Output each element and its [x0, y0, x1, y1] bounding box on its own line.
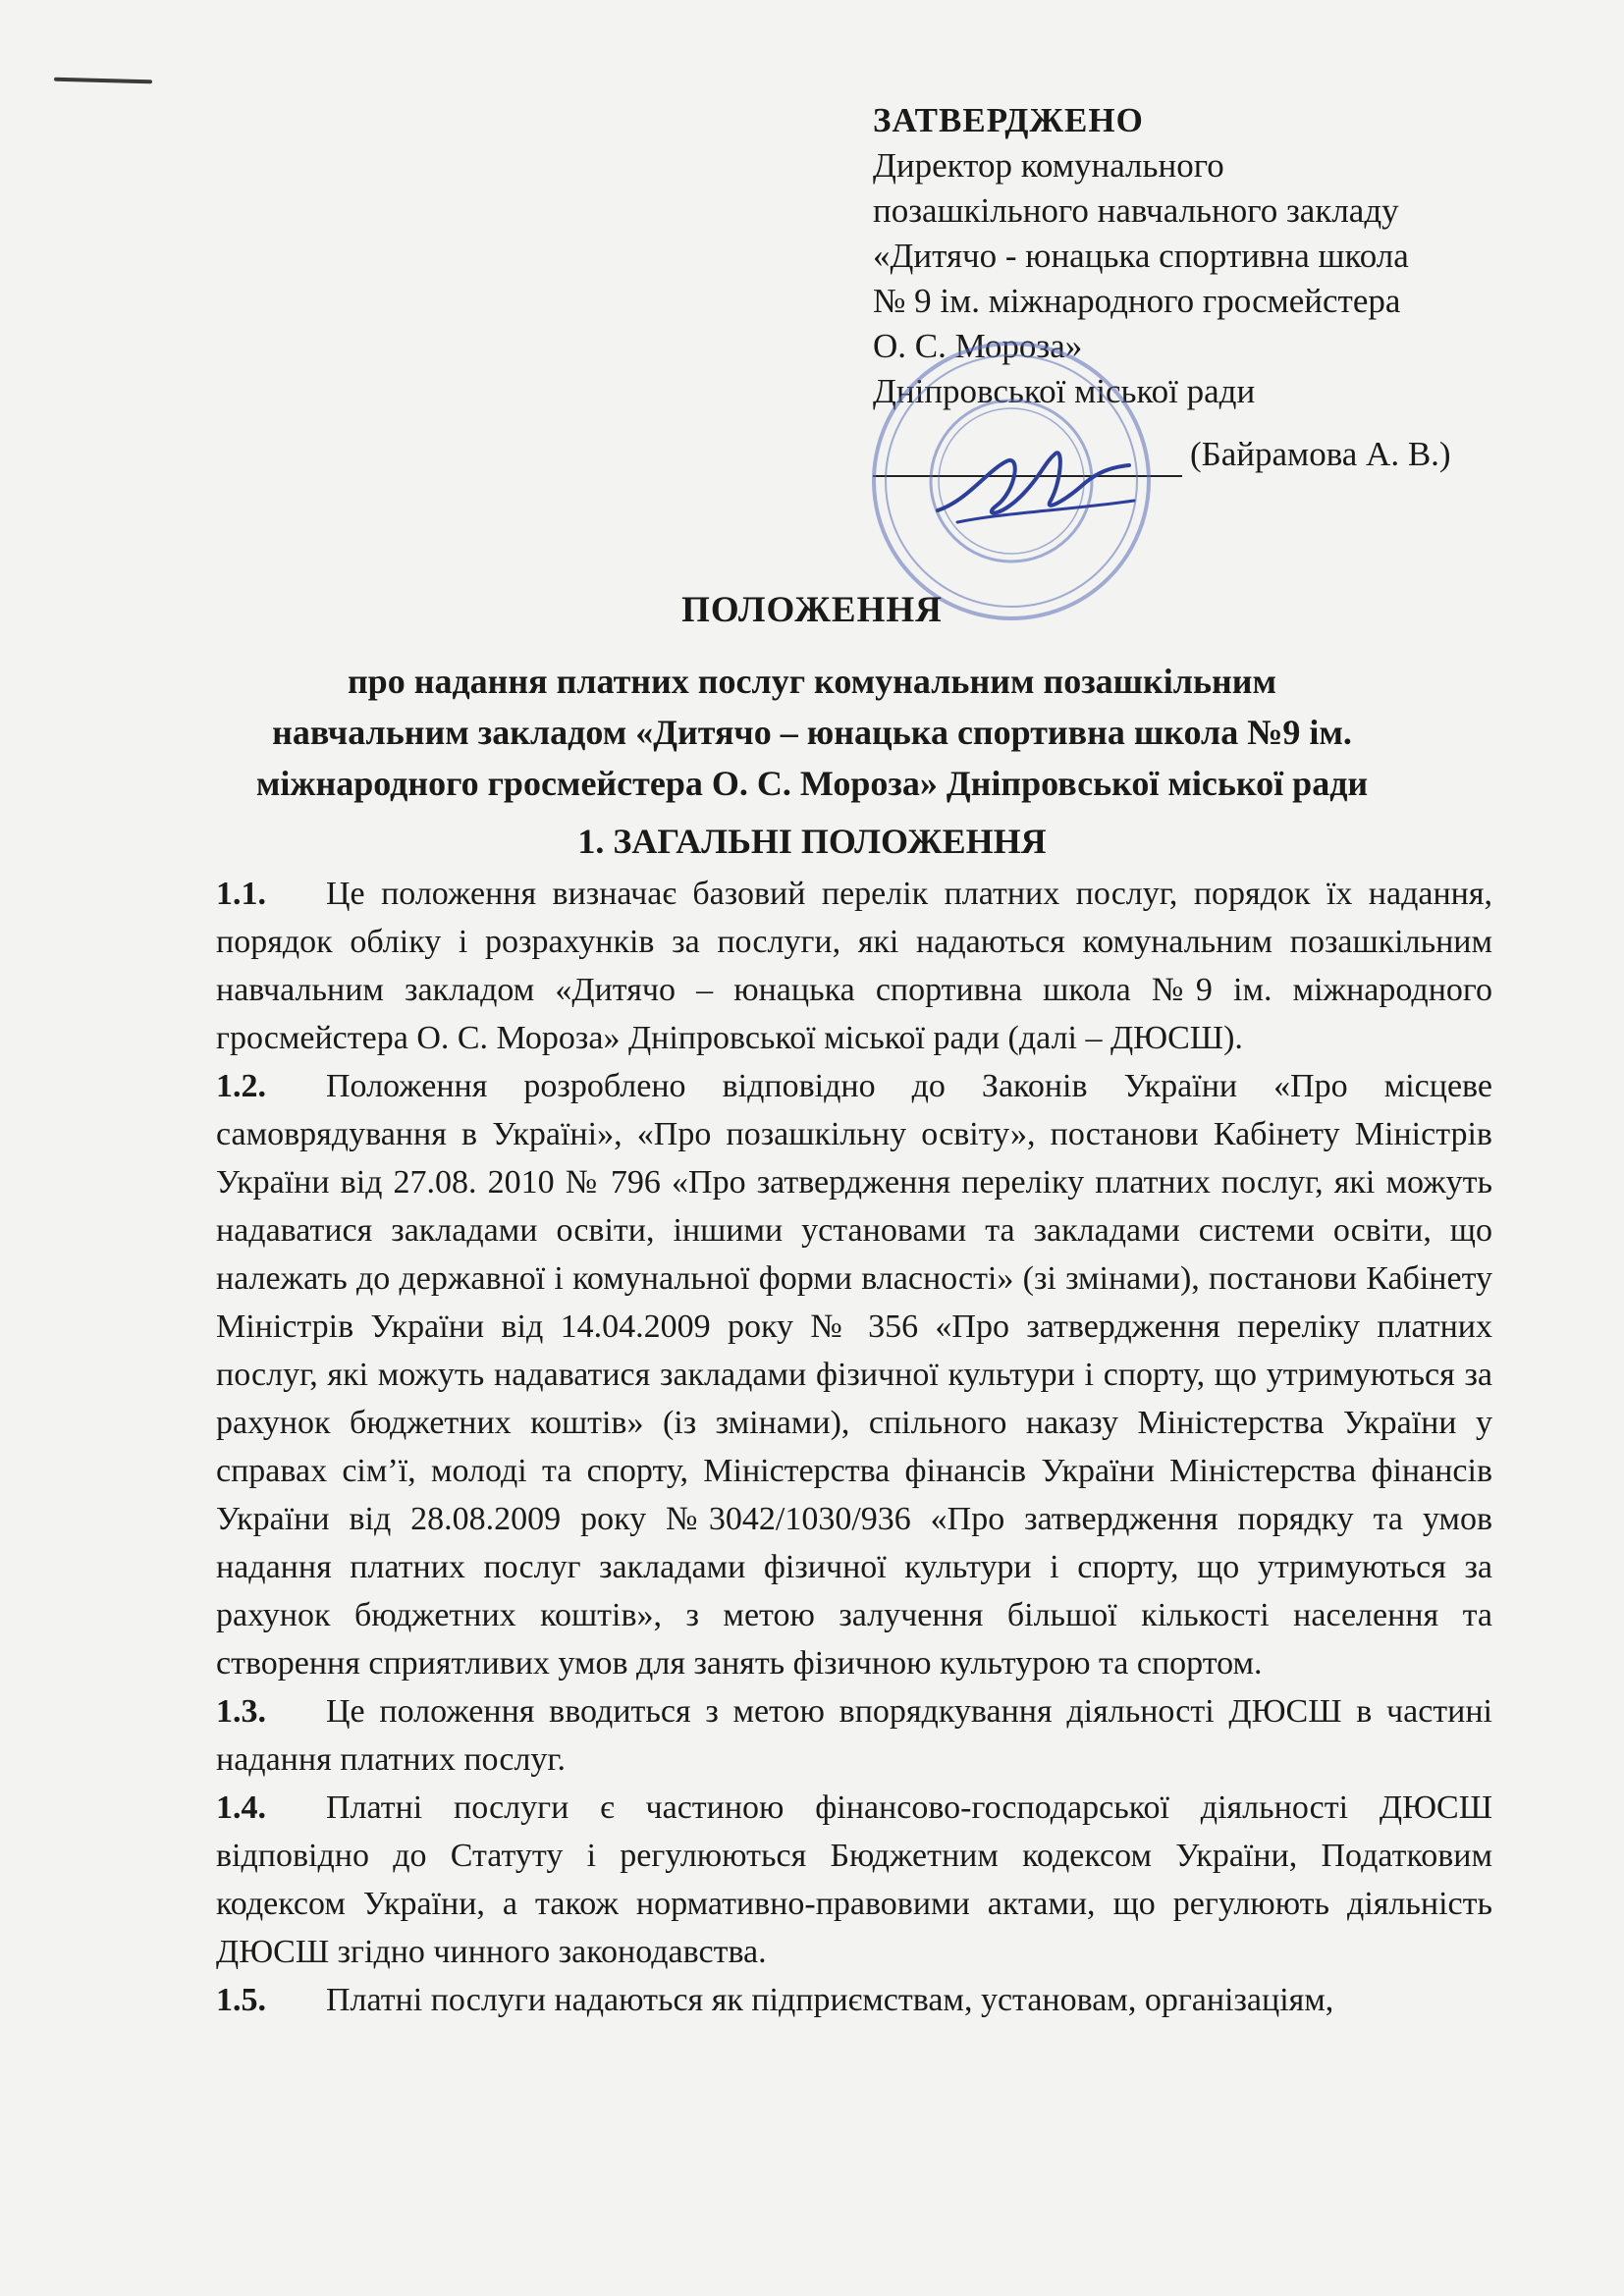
paragraph-text: Платні послуги є частиною фінансово-господарської діяльності ДЮСШ відповідно до Статуту і регулюються Бюджетним кодексом України, Податковим кодексом України, а також нормативно-правовими актами, що регулюють діяльність ДЮСШ згідно чинного законодавства.	[216, 1789, 1492, 1970]
paragraph-text: Положення розроблено відповідно до Законів України «Про місцеве самоврядування в Україні», «Про позашкільну освіту», постанови Кабінету Міністрів України від 27.08. 2010 № 796 «Про затвердження переліку платних послуг, які можуть надаватися закладами освіти, іншими установами та закладами системи освіти, що належать до державної і комунальної форми власності» (зі змінами), постанови Кабінету Міністрів України від 14.04.2009 року № 356 «Про затвердження переліку платних послуг, які можуть надаватися закладами фізичної культури і спорту, що утримуються за рахунок бюджетних коштів» (із змінами), спільного наказу Міністерства України у справах сім’ї, молоді та спорту, Міністерства фінансів України Міністерства фінансів України від 28.08.2009 року №3042/1030/936 «Про затвердження порядку та умов надання платних послуг закладами фізичної культури і спорту, що утримуються за рахунок бюджетних коштів», з метою залучення більшої кількості населення та створення сприятливих умов для занять фізичною культурою та спортом.	[216, 1068, 1492, 1682]
section-heading: 1. ЗАГАЛЬНІ ПОЛОЖЕННЯ	[577, 822, 1047, 861]
paragraph-text: Платні послуги надаються як підприємствам, установам, організаціям,	[326, 1982, 1334, 2018]
approval-heading: ЗАТВЕРДЖЕНО	[873, 101, 1144, 139]
approval-line: Директор комунального	[873, 146, 1224, 185]
document-title: ПОЛОЖЕННЯ	[681, 590, 943, 630]
paragraph-number: 1.5.	[216, 1982, 266, 2018]
paragraph-1-4	[216, 1784, 1492, 1976]
signatory-name: (Байрамова А. В.)	[1190, 435, 1451, 473]
approval-line: № 9 ім. міжнародного гросмейстера	[873, 282, 1401, 320]
approval-line: О. С. Мороза»	[873, 327, 1083, 365]
paragraph-text: Це положення визначає базовий перелік платних послуг, порядок їх надання, порядок обліку і розрахунків за послуги, які надаються комунальним позашкільним навчальним закладом «Дитячо – юнацька спортивна школа №9 ім. міжнародного гросмейстера О. С. Мороза» Дніпровської міської ради (далі – ДЮСШ).	[216, 876, 1492, 1056]
signature-icon	[928, 432, 1144, 540]
paragraph-number: 1.3.	[216, 1693, 266, 1730]
paragraph-1-5	[216, 1976, 1492, 2024]
paragraph-number: 1.4.	[216, 1789, 266, 1826]
paragraph-1-2	[216, 1062, 1492, 1687]
section-body	[216, 870, 1492, 2024]
paragraph-1-1	[216, 870, 1492, 1062]
document-subtitle: про надання платних послуг комунальним позашкільним навчальним закладом «Дитячо – юнацька спортивна школа №9 ім. міжнародного гросмейстера О. С. Мороза» Дніпровської міської ради	[255, 662, 1369, 803]
paragraph-text: Це положення вводиться з метою впорядкування діяльності ДЮСШ в частині надання платних послуг.	[216, 1693, 1492, 1778]
approval-line: «Дитячо - юнацька спортивна школа	[873, 237, 1409, 275]
approval-line: позашкільного навчального закладу	[873, 191, 1399, 230]
paragraph-1-3	[216, 1687, 1492, 1784]
approval-line: Дніпровської міської ради	[873, 372, 1256, 410]
scan-artifact-mark	[54, 78, 152, 84]
paragraph-number: 1.1.	[216, 876, 266, 912]
paragraph-number: 1.2.	[216, 1068, 266, 1104]
